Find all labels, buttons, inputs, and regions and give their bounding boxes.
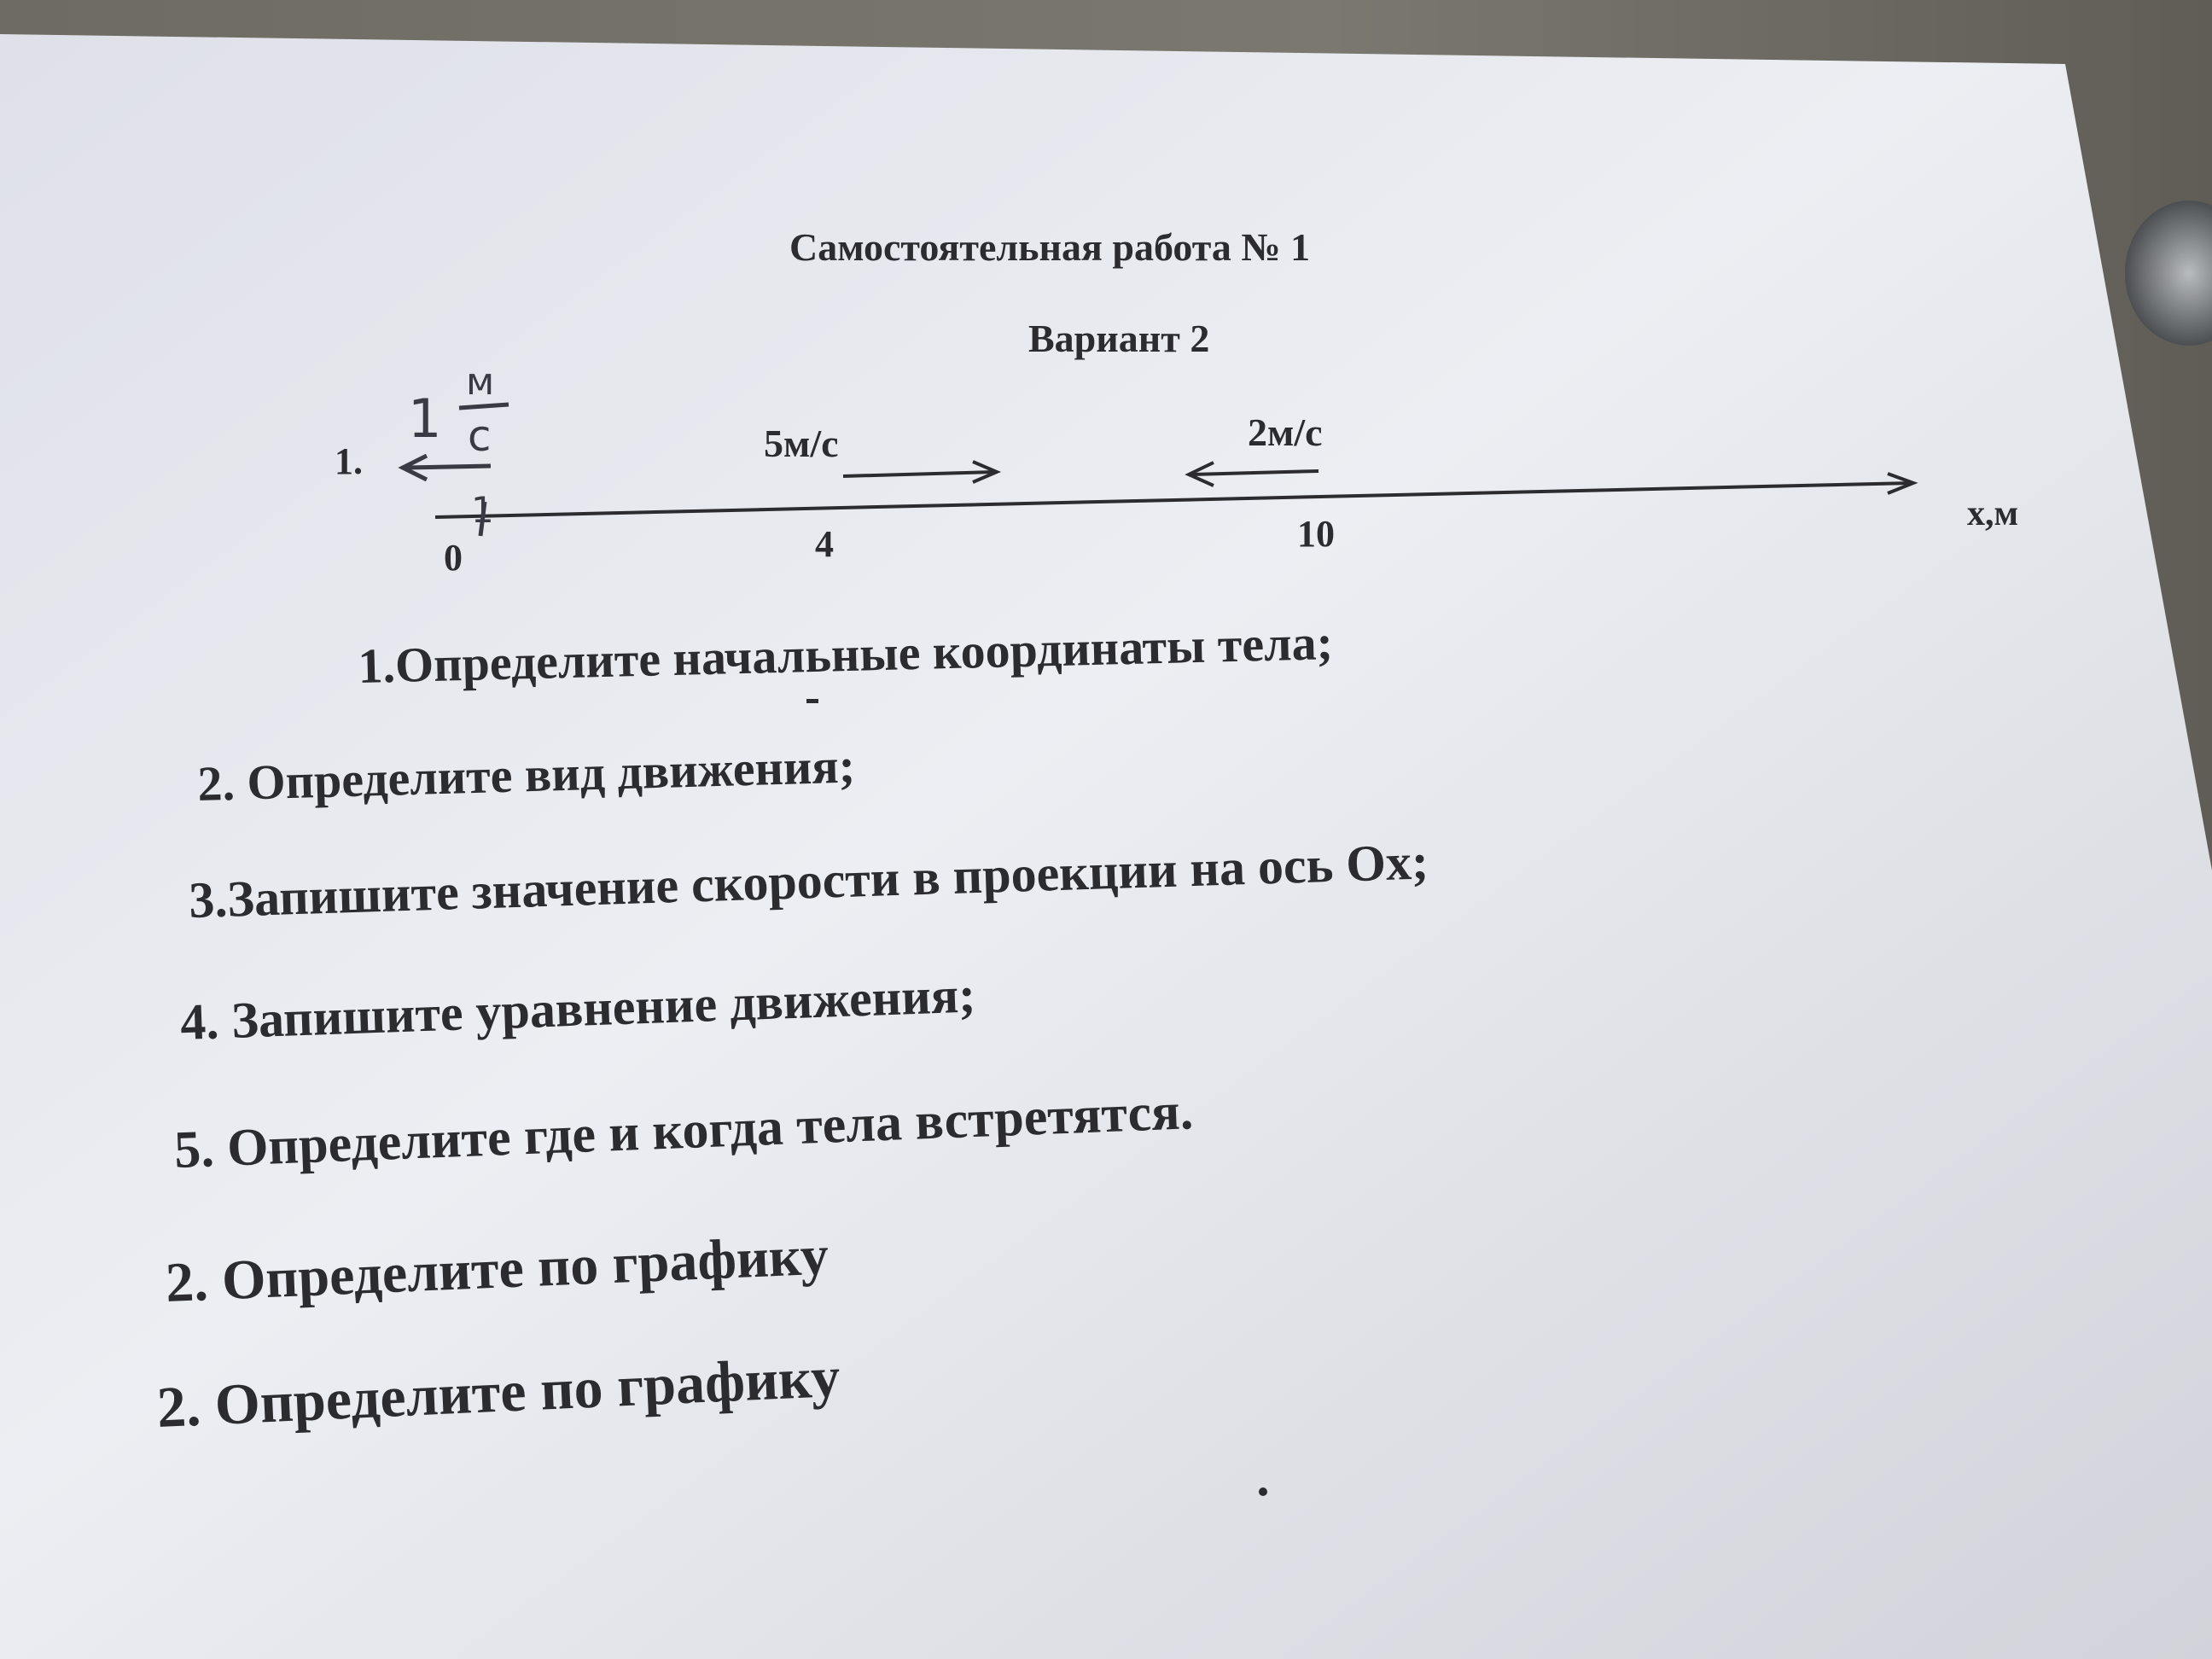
question-7: 2. Определите по графику (155, 1343, 841, 1440)
stray-dash-mark (806, 699, 818, 703)
tick-label-0: 0 (444, 537, 463, 579)
question-3: 3.Запишите значение скорости в проекции на ось Ох; (188, 833, 1429, 928)
question-2: 2. Определите вид движения; (196, 737, 856, 812)
variant-label: Вариант 2 (1028, 317, 1210, 360)
body-b-speed: 2м/с (1248, 410, 1323, 454)
question-4: 4. Запишите уравнение движения; (179, 966, 977, 1051)
tick-label-4: 4 (815, 523, 834, 565)
handwritten-unit-bottom: с (468, 411, 492, 461)
handwritten-unit-top: м (466, 360, 495, 404)
axis-label: x,м (1967, 494, 2019, 533)
problem-number: 1. (335, 440, 363, 482)
stray-dot-mark (1259, 1487, 1267, 1496)
handwritten-origin-tick: 1 (471, 489, 494, 531)
question-1: 1.Определите начальные координаты тела; (357, 614, 1334, 694)
question-6: 2. Определите по графику (164, 1224, 830, 1314)
body-a-speed: 5м/с (764, 422, 839, 465)
question-5: 5. Определите где и когда тела встретятся. (172, 1082, 1195, 1179)
handwritten-velocity-value: 1 (408, 387, 442, 450)
worksheet-title: Самостоятельная работа № 1 (789, 225, 1311, 269)
metal-clip (2125, 201, 2212, 346)
tick-label-10: 10 (1297, 513, 1335, 555)
